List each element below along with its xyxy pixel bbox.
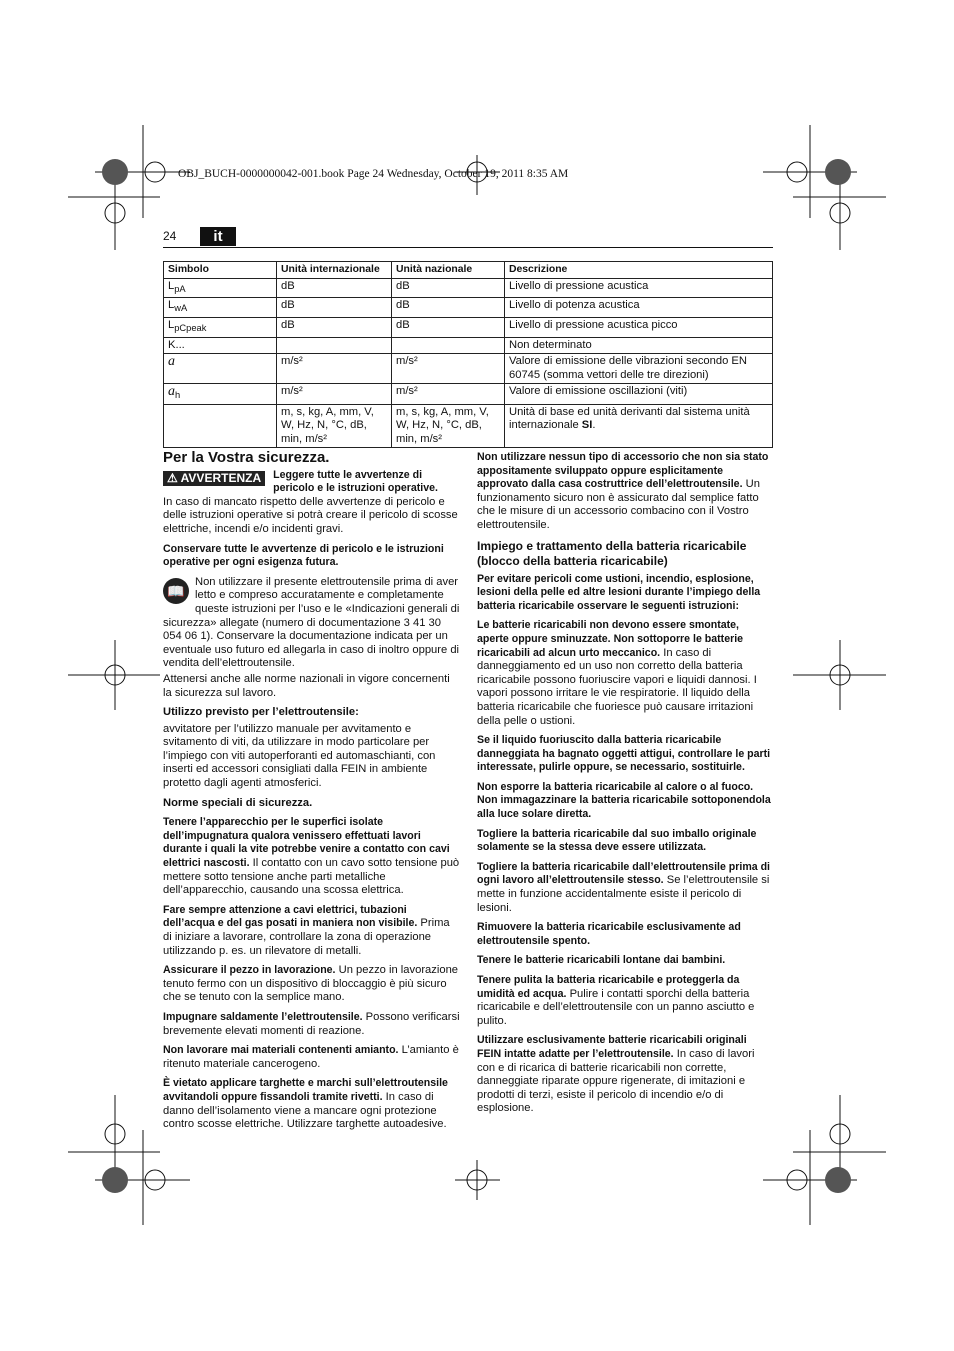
- read-manual-icon: 📖: [163, 578, 189, 604]
- paragraph: Non lavorare mai materiali contenenti amianto. L’amianto è ritenuto materiale cancerogeno.: [163, 1044, 459, 1070]
- intl-unit-cell: m/s²: [277, 384, 392, 405]
- intl-unit-cell: m, s, kg, A, mm, V, W, Hz, N, °C, dB, min, m/s²: [277, 404, 392, 448]
- table-row: [164, 404, 773, 448]
- subheading: Impiego e trattamento della batteria ricaricabile (blocco della batteria ricaricabile): [477, 538, 747, 568]
- nat-unit-cell: m/s²: [392, 354, 505, 384]
- table-header: Simbolo: [164, 262, 277, 279]
- intl-unit-cell: dB: [277, 298, 392, 318]
- symbol-cell: $L_{pA}$: [164, 278, 277, 298]
- language-tab: it: [200, 227, 236, 246]
- paragraph: Non utilizzare nessun tipo di accessorio che non sia stato appositamente sviluppato oppure esplicitamente approvato dalla casa costruttrice dell’elettroutensile. Un funzionamento sicuro non è assicurato dal semplice fatto che le misure di un accessorio combacino con il Vostro elettroutensile.: [477, 451, 769, 531]
- nat-unit-cell: dB: [392, 317, 505, 337]
- symbol-cell: a: [164, 354, 277, 384]
- description-cell: Valore di emissione delle vibrazioni secondo EN 60745 (somma vettori delle tre direzioni): [505, 354, 773, 384]
- description-cell: Valore di emissione oscillazioni (viti): [505, 384, 773, 405]
- paragraph-bold: Togliere la batteria ricaricabile dal suo imballo originale solamente se la stessa deve essere utilizzata.: [477, 827, 757, 854]
- description-cell: Livello di pressione acustica: [505, 278, 773, 298]
- paragraph: Togliere la batteria ricaricabile dall’elettroutensile prima di ogni lavoro all’elettroutensile stesso. Se l’elettroutensile si mette in funzione accidentalmente esiste il pericolo di lesioni.: [477, 860, 770, 914]
- paragraph: Tenere l’apparecchio per le superfici isolate dell’impugnatura qualora venissero effettuati lavori durante i quali la vite potrebbe venire a contatto con cavi elettrici nascosti. Il contatto con un cavo sotto tensione può mettere sotto tensione anche parti metalliche dell’apparecchio, causando una scossa elettrica.: [163, 816, 460, 897]
- symbol-cell: $a_h$: [164, 384, 277, 405]
- paragraph: Impugnare saldamente l’elettroutensile. Possono verificarsi brevemente elevati momenti di reazione.: [163, 1010, 460, 1037]
- description-cell: Non determinato: [505, 337, 773, 354]
- left-column: [163, 451, 461, 1138]
- paragraph: In caso di mancato rispetto delle avvertenze di pericolo e delle istruzioni operative si potrà creare il pericolo di scosse elettriche, incendi e/o incidenti gravi.: [163, 495, 458, 535]
- subheading: Norme speciali di sicurezza.: [163, 796, 313, 809]
- paragraph: Non utilizzare il presente elettroutensile prima di aver letto e compreso accuratamente e completamente queste istruzioni per l’uso e le «Indicazioni generali di sicurezza» allegate (numero di documentazione 3 41 30 054 06 1). Conservare la documentazione indicata per un eventuale uso futuro ed allegarla in caso di inoltro oppure di vendita dell’elettroutensile.: [163, 575, 460, 670]
- intl-unit-cell: dB: [277, 317, 392, 337]
- intl-unit-cell: m/s²: [277, 354, 392, 384]
- intl-unit-cell: dB: [277, 278, 392, 298]
- section-title: Per la Vostra sicurezza.: [163, 449, 330, 466]
- description-cell: Livello di pressione acustica picco: [505, 317, 773, 337]
- symbol-cell: K...: [164, 337, 277, 354]
- paragraph-bold: Per evitare pericoli come ustioni, incendio, esplosione, lesioni della pelle ed altre lesioni durante l’impiego della batteria ricaricabile osservare le seguenti istruzioni:: [477, 572, 761, 612]
- table-header: Unità internazionale: [277, 262, 392, 279]
- paragraph-bold: Conservare tutte le avvertenze di pericolo e le istruzioni operative per ogni esigenza futura.: [163, 542, 444, 569]
- subheading: Utilizzo previsto per l’elettroutensile:: [163, 706, 359, 719]
- symbol-cell: $L_{pCpeak}$: [164, 317, 277, 337]
- table-header: Descrizione: [505, 262, 773, 279]
- table-header: Unità nazionale: [392, 262, 505, 279]
- header-rule: [163, 247, 773, 248]
- table-header-row: [164, 262, 773, 279]
- nat-unit-cell: m/s²: [392, 384, 505, 405]
- right-column: [477, 451, 773, 1122]
- intl-unit-cell: [277, 337, 392, 354]
- nat-unit-cell: m, s, kg, A, mm, V, W, Hz, N, °C, dB, min, m/s²: [392, 404, 505, 448]
- table-row: [164, 278, 773, 298]
- page-number: 24: [163, 229, 177, 243]
- paragraph: Fare sempre attenzione a cavi elettrici, tubazioni dell’acqua e del gas posati in maniera non visibile. Prima di iniziare a lavorare, controllare la zona di operazione utilizzando p. es. un rilevatore di metalli.: [163, 903, 450, 957]
- paragraph: Tenere pulita la batteria ricaricabile e proteggerla da umidità ed acqua. Pulire i contatti sporchi della batteria ricaricabile e dell’elettroutensile con un panno asciutto e pulito.: [477, 974, 755, 1027]
- paragraph: Utilizzare esclusivamente batterie ricaricabili originali FEIN intatte adatte per l’elettroutensile. In caso di lavori con e di ricarica di batterie ricaricabili non corrette, danneggiate riparate oppure rigenerate, di imitazioni e prodotti di terzi, esiste il pericolo di incendio e/o di esplosione.: [477, 1034, 755, 1115]
- symbol-cell: $L_{wA}$: [164, 298, 277, 318]
- warning-badge: ⚠ AVVERTENZA: [163, 471, 265, 487]
- nat-unit-cell: [392, 337, 505, 354]
- paragraph-bold: Non esporre la batteria ricaricabile al calore o al fuoco. Non immagazzinare la batteria ricaricabile sottoponendola alla luce solare diretta.: [477, 780, 771, 821]
- table-row: [164, 337, 773, 354]
- paragraph: Le batterie ricaricabili non devono essere smontate, aperte oppure sminuzzate. Non sottoporre le batterie ricaricabili ad alcun urto meccanico. In caso di danneggiamento ed un uso non corretto della batteria ricaricabile possono fuoriuscire vapori e liquidi dannosi. I vapori possono irritare le vie respiratorie. Il liquido della batteria ricaricabile che fuoriesce può causare irritazioni della pelle o ustioni.: [477, 619, 757, 727]
- symbol-table: [163, 261, 773, 448]
- paragraph: avvitatore per l’utilizzo manuale per avvitamento e svitamento di viti, da utilizzare in modo particolare per l’impiego con viti autoperforanti ed automaschianti, con inserti ed accessori consigliati dalla FEIN in ambiente protetto dagli agenti atmosferici.: [163, 722, 436, 790]
- table-row: [164, 298, 773, 318]
- paragraph: Attenersi anche alle norme nazionali in vigore concernenti la sicurezza sul lavoro.: [163, 672, 450, 699]
- description-cell: Unità di base ed unità derivanti dal sistema unità internazionale SI.: [505, 404, 773, 448]
- paragraph: È vietato applicare targhette e marchi sull’elettroutensile avvitandoli oppure fissandoli tramite rivetti. In caso di danno dell’isolamento viene a mancare ogni protezione contro scosse elettriche. Utilizzare targhette autoadesive.: [163, 1077, 448, 1131]
- warning-block: [163, 469, 461, 496]
- nat-unit-cell: dB: [392, 298, 505, 318]
- book-info-line: OBJ_BUCH-0000000042-001.book Page 24 Wednesday, October 19, 2011 8:35 AM: [178, 168, 569, 180]
- nat-unit-cell: dB: [392, 278, 505, 298]
- symbol-cell: [164, 404, 277, 448]
- description-cell: Livello di potenza acustica: [505, 298, 773, 318]
- table-row: [164, 317, 773, 337]
- table-row: [164, 354, 773, 384]
- paragraph-bold: Tenere le batterie ricaricabili lontane dai bambini.: [477, 954, 726, 967]
- warning-triangle-icon: ⚠: [167, 470, 178, 485]
- paragraph-bold: Rimuovere la batteria ricaricabile esclusivamente ad elettroutensile spento.: [477, 921, 741, 947]
- paragraph: Assicurare il pezzo in lavorazione. Un pezzo in lavorazione tenuto fermo con un dispositivo di bloccaggio è più sicuro che se tenuto con la semplice mano.: [163, 964, 459, 1004]
- paragraph-bold: Se il liquido fuoriuscito dalla batteria ricaricabile danneggiata ha bagnato oggetti attigui, controllare le parti interessate, pulirle oppure, se necessario, sostituirle.: [477, 734, 771, 774]
- warning-text: Leggere tutte le avvertenze di pericolo e le istruzioni operative.: [273, 468, 438, 495]
- table-row: [164, 384, 773, 405]
- read-manual-block: [163, 576, 461, 671]
